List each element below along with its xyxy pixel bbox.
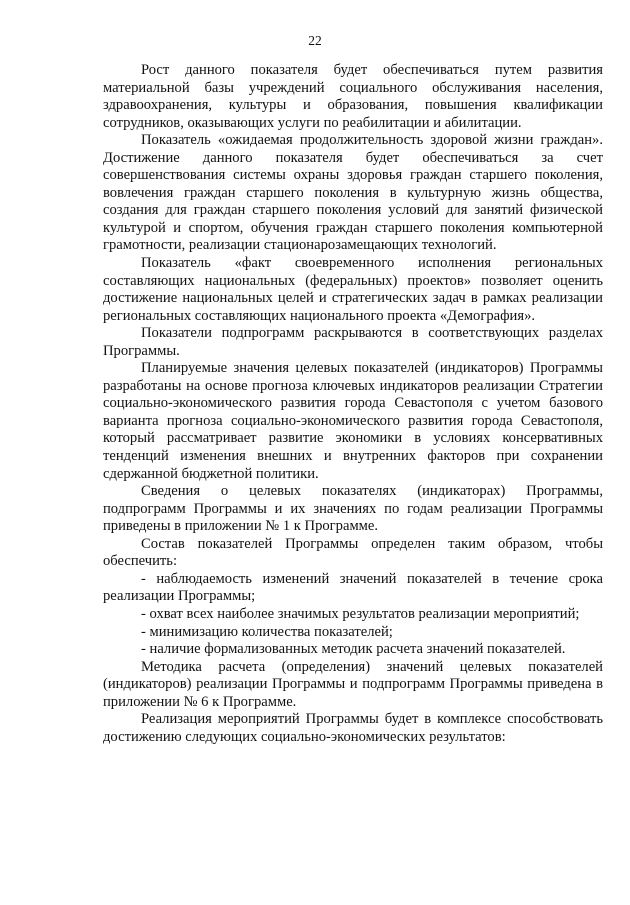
list-item: - охват всех наиболее значимых результатов реализации мероприятий; [141,605,580,622]
list-item: - наличие формализованных методик расчета значений показателей. [141,641,566,658]
list-item: - наблюдаемость изменений значений показателей в течение срока реализации Программы; [103,570,603,605]
paragraph-planned-values: Планируемые значения целевых показателей (индикаторов) Программы разработаны на основе прогноза ключевых индикаторов реализации Стратегии социально-экономического развития города Севастополя с учетом базового варианта прогноза социально-экономического развития города Севастополя, который рассматривает развитие экономики в условиях консервативных тенденций изменения внешних и внутренних факторов при сохранении сдержанной бюджетной политики. [103,360,603,482]
page-number: 22 [308,33,322,48]
document-body [103,62,603,746]
paragraph-regional-projects: Показатель «факт своевременного исполнения региональных составляющих национальных (федеральных) проектов» позволяет оценить достижение национальных целей и стратегических задач в рамках реализации региональных составляющих национального проекта «Демография». [103,255,603,324]
paragraph-indicator-composition: Состав показателей Программы определен таким образом, чтобы обеспечить: [103,535,603,570]
paragraph-healthy-life-expectancy: Показатель «ожидаемая продолжительность здоровой жизни граждан». Достижение данного показателя будет обеспечиваться за счет совершенствования системы охраны здоровья граждан старшего поколения, вовлечения граждан старшего поколения в культурную жизнь общества, создания для граждан старшего поколения условий для занятий физической культурой и спортом, обучения граждан старшего поколения компьютерной грамотности, реализации стационарозамещающих технологий. [103,132,603,254]
paragraph-growth-factors: Рост данного показателя будет обеспечиваться путем развития материальной базы учреждений социального обслуживания населения, здравоохранения, культуры и образования, повышения квалификации сотрудников, оказывающих услуги по реабилитации и абилитации. [103,62,603,131]
paragraph-indicator-info: Сведения о целевых показателях (индикаторах) Программы, подпрограмм Программы и их значениях по годам реализации Программы приведены в приложении № 1 к Программе. [103,483,603,535]
paragraph-subprogram-indicators: Показатели подпрограмм раскрываются в соответствующих разделах Программы. [103,325,603,359]
paragraph-expected-results: Реализация мероприятий Программы будет в комплексе способствовать достижению следующих социально-экономических результатов: [103,711,603,745]
paragraph-calculation-method: Методика расчета (определения) значений целевых показателей (индикаторов) реализации Программы и подпрограмм Программы приведена в приложении № 6 к Программе. [103,658,603,710]
list-item: - минимизацию количества показателей; [141,623,393,640]
